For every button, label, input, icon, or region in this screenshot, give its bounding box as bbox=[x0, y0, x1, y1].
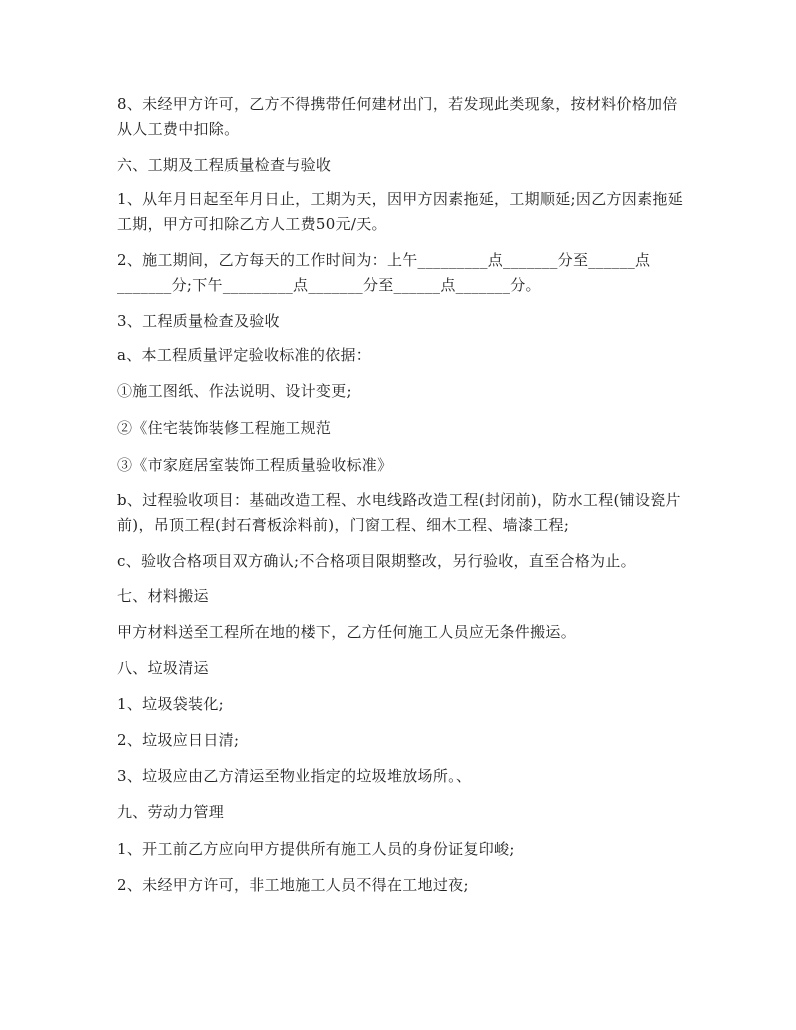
item-b-process-acceptance: b、过程验收项目：基础改造工程、水电线路改造工程(封闭前)，防水工程(铺设瓷片前)，吊顶工程(封石膏板涂料前)，门窗工程、细木工程、墙漆工程; bbox=[117, 491, 681, 534]
section-9-heading: 九、劳动力管理 bbox=[117, 803, 225, 821]
garbage-item-2: 2、垃圾应日日清; bbox=[117, 731, 240, 749]
garbage-item-1: 1、垃圾袋装化; bbox=[117, 695, 224, 713]
clause-1-schedule: 1、从年月日起至年月日止，工期为天，因甲方因素拖延，工期顺延;因乙方因素拖延工期，甲方可扣除乙方人工费50元/天。 bbox=[117, 190, 684, 233]
clause-8-material-removal: 8、未经甲方许可，乙方不得携带任何建材出门，若发现此类现象，按材料价格加倍从人工费中扣除。 bbox=[117, 95, 678, 138]
standard-1-drawings: ①施工图纸、作法说明、设计变更; bbox=[117, 382, 352, 400]
standard-3-acceptance-standard: ③《市家庭居室装饰工程质量验收标准》 bbox=[117, 456, 393, 474]
garbage-item-3: 3、垃圾应由乙方清运至物业指定的垃圾堆放场所。、 bbox=[117, 767, 472, 785]
section-8-heading: 八、垃圾清运 bbox=[117, 659, 209, 677]
item-c-confirmation: c、验收合格项目双方确认;不合格项目限期整改，另行验收，直至合格为止。 bbox=[117, 552, 636, 570]
section-6-heading: 六、工期及工程质量检查与验收 bbox=[117, 156, 332, 174]
section-7-heading: 七、材料搬运 bbox=[117, 587, 209, 605]
clause-3-quality-heading: 3、工程质量检查及验收 bbox=[117, 312, 280, 330]
material-transport-text: 甲方材料送至工程所在地的楼下，乙方任何施工人员应无条件搬运。 bbox=[117, 623, 577, 641]
item-a-standards: a、本工程质量评定验收标准的依据： bbox=[117, 346, 372, 364]
labor-item-2: 2、未经甲方许可，非工地施工人员不得在工地过夜; bbox=[117, 876, 469, 894]
clause-2-working-hours: 2、施工期间，乙方每天的工作时间为：上午_________点_______分至______点_______分;下午_________点_______分至______点_______分。 bbox=[117, 251, 651, 294]
standard-2-construction-spec: ②《住宅装饰装修工程施工规范 bbox=[117, 419, 332, 437]
labor-item-1: 1、开工前乙方应向甲方提供所有施工人员的身份证复印峻; bbox=[117, 840, 515, 858]
